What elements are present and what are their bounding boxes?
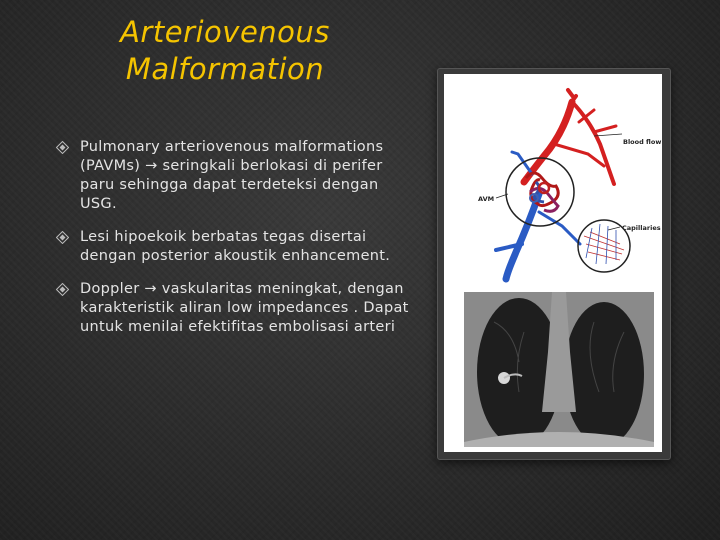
bullet-text-2: Lesi hipoekoik berbatas tegas disertai dengan posterior akoustik enhancement. xyxy=(80,229,391,264)
figure-panel xyxy=(444,74,662,452)
capillary-net xyxy=(584,224,624,264)
left-lung xyxy=(564,302,644,446)
avm-tangle xyxy=(526,173,558,211)
label-avm: AVM xyxy=(478,195,495,203)
artery-branch xyxy=(554,144,604,166)
label-blood-flow: Blood flow xyxy=(623,138,662,146)
artery-branch xyxy=(594,126,616,132)
artery-branch xyxy=(572,102,614,184)
bullet-list xyxy=(56,138,416,351)
vein-branch xyxy=(539,212,580,244)
diamond-bullet-icon xyxy=(56,231,69,244)
diamond-bullet-icon xyxy=(56,283,69,296)
bullet-item-1 xyxy=(56,138,416,214)
avm-diagram xyxy=(444,74,662,286)
vein-trunk xyxy=(506,194,539,279)
diamond-bullet-icon xyxy=(56,141,69,154)
bullet-text-3: Doppler → vaskularitas meningkat, dengan karakteristik aliran low impedances . Dapat untuk menilai efektifitas embolisasi arteri xyxy=(80,281,409,335)
bullet-item-2 xyxy=(56,228,416,266)
artery-trunk xyxy=(524,102,572,182)
slide-title: Arteriovenous Malformation xyxy=(120,15,330,86)
bullet-item-3 xyxy=(56,280,416,337)
bullet-text-1: Pulmonary arteriovenous malformations (PAVMs) → seringkali berlokasi di perifer paru sehingga dapat terdeteksi dengan USG. xyxy=(80,139,384,212)
ct-scan-image xyxy=(464,292,654,447)
label-capillaries: Capillaries xyxy=(622,224,661,232)
